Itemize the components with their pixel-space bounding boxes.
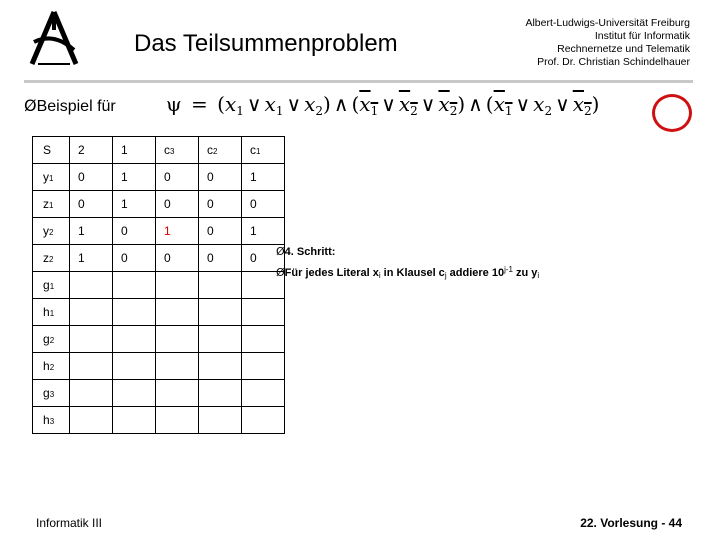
row-label: z2 bbox=[33, 245, 70, 272]
table-cell: 0 bbox=[70, 191, 113, 218]
step-description bbox=[276, 243, 539, 284]
table-cell bbox=[156, 272, 199, 299]
university-logo-icon bbox=[24, 8, 84, 70]
step-rule: ØFür jedes Literal xi in Klausel cj addiere 10$^{j-1}$ zu yi bbox=[276, 265, 540, 280]
table-cell bbox=[156, 326, 199, 353]
table-cell: 0 bbox=[156, 245, 199, 272]
table-cell bbox=[156, 299, 199, 326]
formula-or: ∨ bbox=[381, 92, 396, 116]
subset-sum-table bbox=[32, 136, 285, 434]
row-label: y1 bbox=[33, 164, 70, 191]
table-cell: 1 bbox=[242, 218, 285, 245]
formula-literal: $x_1$ bbox=[224, 92, 244, 118]
table-cell bbox=[242, 299, 285, 326]
table-header-cell: 2 bbox=[70, 137, 113, 164]
table-cell bbox=[70, 299, 113, 326]
table-row bbox=[33, 164, 285, 191]
table-cell bbox=[199, 380, 242, 407]
table-cell: 0 bbox=[113, 218, 156, 245]
table-cell: 0 bbox=[242, 245, 285, 272]
institution-line: Prof. Dr. Christian Schindelhauer bbox=[537, 56, 690, 68]
table-cell: 0 bbox=[113, 245, 156, 272]
table-row bbox=[33, 380, 285, 407]
table-cell: 0 bbox=[199, 164, 242, 191]
table-cell bbox=[242, 353, 285, 380]
table-cell: 1 bbox=[70, 245, 113, 272]
institution-line: Albert-Ludwigs-Universität Freiburg bbox=[525, 17, 690, 29]
formula-and: ∧ bbox=[468, 92, 483, 116]
table-row bbox=[33, 272, 285, 299]
formula-or: ∨ bbox=[246, 92, 262, 116]
formula-or: ∨ bbox=[515, 92, 531, 116]
table-cell: 0 bbox=[156, 191, 199, 218]
row-label: g3 bbox=[33, 380, 70, 407]
table-cell: 0 bbox=[199, 191, 242, 218]
footer-page-number: 22. Vorlesung - 44 bbox=[580, 516, 682, 530]
formula-paren: ) bbox=[591, 92, 600, 116]
table-cell: 1 bbox=[156, 218, 199, 245]
table-row bbox=[33, 218, 285, 245]
highlight-circle bbox=[652, 94, 692, 132]
row-label: h3 bbox=[33, 407, 70, 434]
formula-or: ∨ bbox=[555, 92, 570, 116]
table-cell bbox=[199, 272, 242, 299]
table-cell bbox=[242, 407, 285, 434]
formula-literal: $x_2$ bbox=[438, 92, 458, 118]
table-cell bbox=[199, 353, 242, 380]
row-label: y2 bbox=[33, 218, 70, 245]
table-header-cell: c2 bbox=[199, 137, 242, 164]
table-cell bbox=[242, 326, 285, 353]
table-row bbox=[33, 353, 285, 380]
table-row bbox=[33, 326, 285, 353]
table-cell: 0 bbox=[70, 164, 113, 191]
table-cell bbox=[156, 380, 199, 407]
step-title: Ø4. Schritt: bbox=[276, 245, 336, 258]
row-label: g2 bbox=[33, 326, 70, 353]
table-cell bbox=[70, 353, 113, 380]
page-title: Das Teilsummenproblem bbox=[134, 30, 398, 57]
table-header-row bbox=[33, 137, 285, 164]
table-cell bbox=[113, 380, 156, 407]
formula-literal: $x_1$ bbox=[359, 92, 379, 118]
table-header-cell: c3 bbox=[156, 137, 199, 164]
bullet-arrow-icon: Ø bbox=[276, 245, 285, 258]
formula-paren: ( bbox=[351, 92, 360, 116]
formula-literal: $x_2$ bbox=[533, 92, 553, 118]
table-cell bbox=[70, 407, 113, 434]
table-cell bbox=[242, 380, 285, 407]
row-label: z1 bbox=[33, 191, 70, 218]
formula-literal: $x_1$ bbox=[493, 92, 513, 118]
table-cell bbox=[199, 299, 242, 326]
header-divider bbox=[24, 80, 693, 83]
formula-equals: = bbox=[184, 92, 215, 116]
table-cell: 0 bbox=[199, 245, 242, 272]
formula-and: ∧ bbox=[333, 92, 349, 116]
table-cell bbox=[70, 326, 113, 353]
table-cell: 1 bbox=[70, 218, 113, 245]
footer-course: Informatik III bbox=[36, 516, 103, 530]
formula-or: ∨ bbox=[420, 92, 436, 116]
example-label bbox=[24, 96, 116, 116]
formula-literal: $x_1$ bbox=[264, 92, 284, 118]
table-cell bbox=[113, 272, 156, 299]
table-cell: 0 bbox=[156, 164, 199, 191]
table-row bbox=[33, 191, 285, 218]
table-row bbox=[33, 407, 285, 434]
formula-literal: $x_2$ bbox=[398, 92, 418, 118]
table-cell: 1 bbox=[113, 191, 156, 218]
table-cell bbox=[70, 272, 113, 299]
table-cell: 1 bbox=[113, 164, 156, 191]
formula-paren: ( bbox=[217, 92, 225, 116]
formula bbox=[166, 92, 599, 118]
table-cell bbox=[70, 380, 113, 407]
institution-line: Institut für Informatik bbox=[594, 30, 690, 42]
table-cell: 0 bbox=[199, 218, 242, 245]
table-cell bbox=[199, 407, 242, 434]
table-cell bbox=[113, 299, 156, 326]
formula-paren: ( bbox=[485, 92, 494, 116]
formula-paren: ) bbox=[457, 92, 466, 116]
row-label: h1 bbox=[33, 299, 70, 326]
row-label: h2 bbox=[33, 353, 70, 380]
table-cell bbox=[156, 407, 199, 434]
table-header-cell: S bbox=[33, 137, 70, 164]
formula-or: ∨ bbox=[286, 92, 302, 116]
table-cell bbox=[113, 407, 156, 434]
table-header-cell: c1 bbox=[242, 137, 285, 164]
table-cell: 1 bbox=[242, 164, 285, 191]
table-row bbox=[33, 245, 285, 272]
formula-paren: ) bbox=[323, 92, 331, 116]
table-cell: 0 bbox=[242, 191, 285, 218]
bullet-arrow-icon: Ø bbox=[24, 96, 37, 115]
bullet-arrow-icon: Ø bbox=[276, 266, 285, 279]
formula-literal: $x_2$ bbox=[572, 92, 592, 118]
institution-line: Rechnernetze und Telematik bbox=[557, 43, 690, 55]
table-cell bbox=[113, 353, 156, 380]
example-text: Beispiel für bbox=[36, 98, 116, 115]
table-cell bbox=[199, 326, 242, 353]
formula-literal: $x_2$ bbox=[304, 92, 324, 118]
formula-psi: ψ bbox=[166, 92, 182, 116]
table-cell bbox=[156, 353, 199, 380]
institution-block bbox=[450, 17, 690, 69]
row-label: g1 bbox=[33, 272, 70, 299]
table-header-cell: 1 bbox=[113, 137, 156, 164]
table-row bbox=[33, 299, 285, 326]
table-cell bbox=[113, 326, 156, 353]
